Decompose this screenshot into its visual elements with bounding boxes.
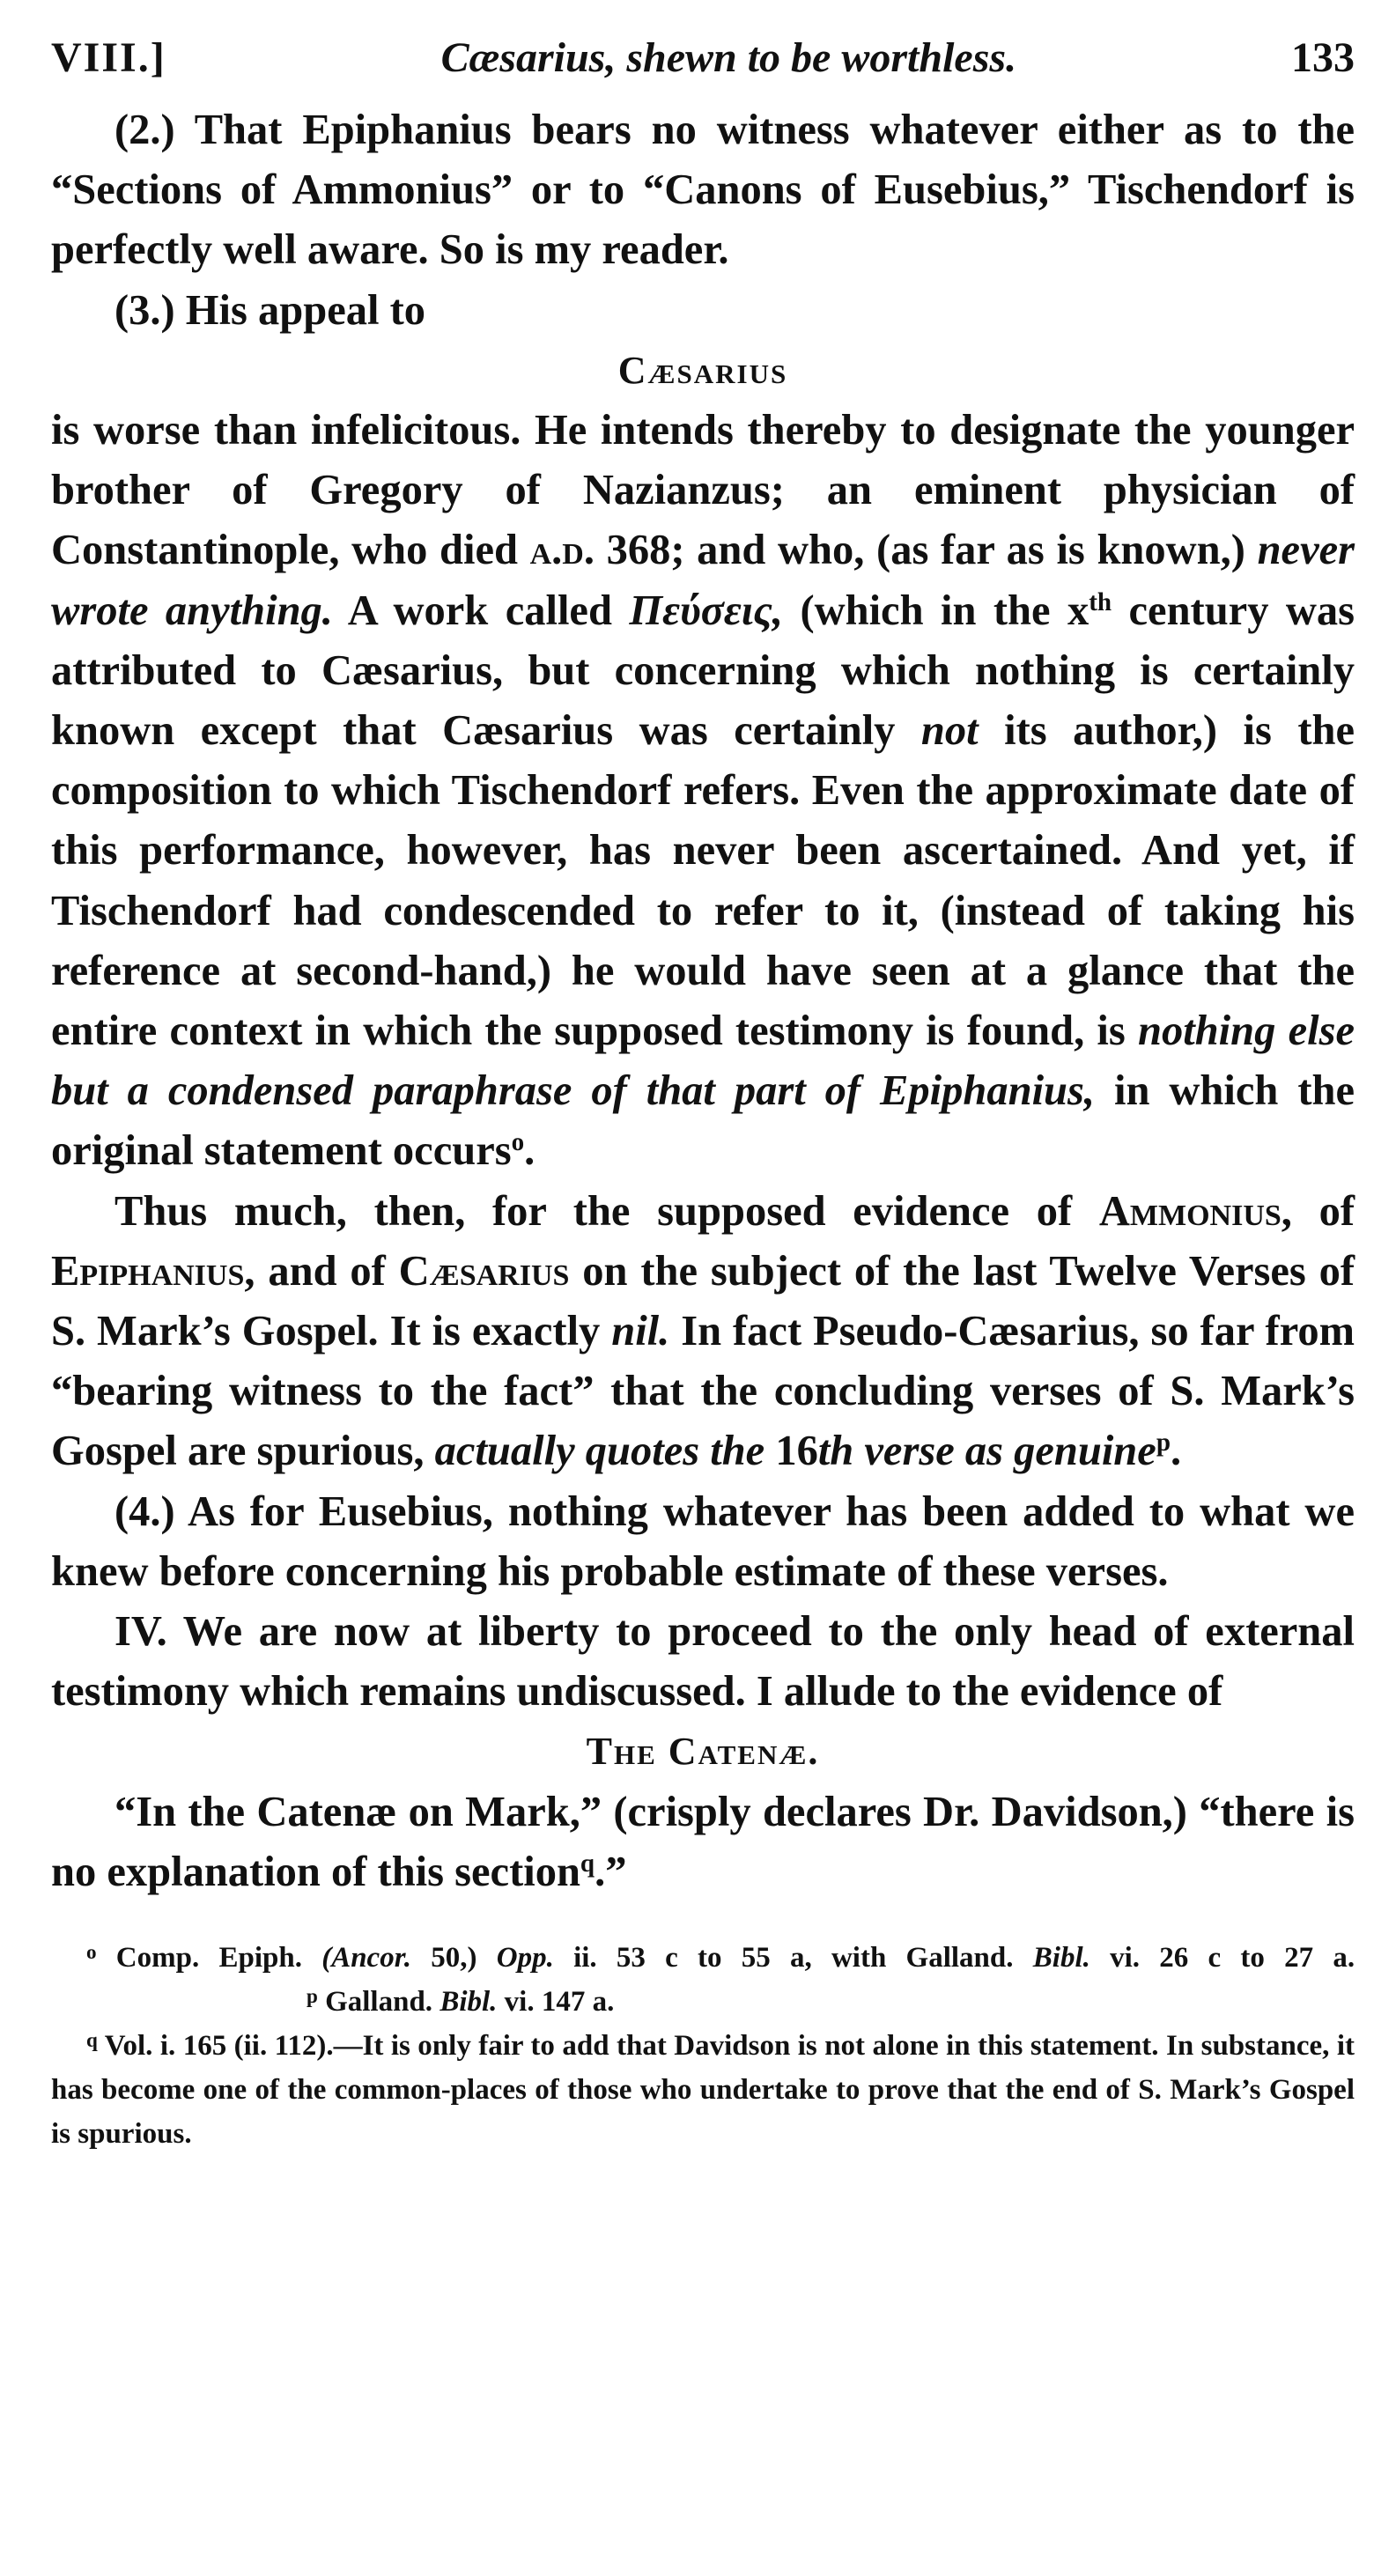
paragraph-catenae-intro: IV. We are now at liberty to proceed to the only head of external testimony which remains undiscussed. I allude to the evidence of <box>51 1608 1355 1716</box>
paragraph-thus-much: Thus much, then, for the supposed evidence of Ammonius, of Epiphanius, and of Cæsarius on the subject of the last Twelve Verses of S. Mark’s Gospel. It is exactly nil. In fact Pseudo-Cæsarius, so far from “bearing witness to the fact” that the concluding verses of S. Mark’s Gospel are spurious, actually quotes the 16th verse as genuine$^p$. <box>51 1187 1355 1475</box>
book-page <box>51 33 1355 2156</box>
heading-catenae: The Catenæ. <box>586 1730 820 1774</box>
paragraph-davidson: “In the Catenæ on Mark,” (crisply declares Dr. Davidson,) “there is no explanation of this section$^q$.” <box>51 1788 1355 1895</box>
footnote-p: $^p$ Galland. Bibl. vi. 147 a. <box>307 1983 615 2019</box>
footnote-ref-o: o <box>511 1128 525 1157</box>
footnote-o: $^o$ Comp. Epiph. (Ancor. 50,) Opp. ii. 53 c to 55 a, with Galland. Bibl. vi. 26 c to 27 a.$^p$ Galland. Bibl. vi. 147 a. <box>86 1939 1355 2019</box>
paragraph-caesarius: is worse than infelicitous. He intends thereby to designate the younger brother of Gregory of Nazianzus; an eminent physician of Constantinople, who died a.d. 368; and who, (as far as is known,) never wrote anything. A work called Πεύσεις, (which in the $x^{th}$ century was attributed to Cæsarius, but concerning which nothing is certainly known except that Cæsarius was certainly not its author,) is the composition to which Tischendorf refers. Even the approximate date of this performance, however, has never been ascertained. And yet, if Tischendorf had condescended to refer to it, (instead of taking his reference at second-hand,) he would have seen at a glance that the entire context in which the supposed testimony is found, is nothing else but a condensed paraphrase of that part of Epiphanius, in which the original statement occurs$^o$. <box>51 407 1355 1175</box>
footnote-q: $^q$ Vol. i. 165 (ii. 112).—It is only fair to add that Davidson is not alone in this statement. In substance, it has become one of the common-places of those who undertake to prove that the end of S. Mark’s Gospel is spurious. <box>51 2027 1355 2151</box>
body-text <box>51 100 1355 1902</box>
page-number: 133 <box>1290 34 1355 81</box>
section-number: VIII.] <box>51 34 166 81</box>
running-header <box>51 33 1355 93</box>
greek-title: Πεύσεις, <box>629 587 783 634</box>
footnotes <box>51 1936 1355 2156</box>
paragraph-epiphanius: (2.) That Epiphanius bears no witness whatever either as to the “Sections of Ammonius” or to “Canons of Eusebius,” Tischendorf is perfectly well aware. So is my reader. <box>51 107 1355 274</box>
era-abbreviation: a.d. <box>529 527 595 574</box>
footnote-ref-q: q <box>580 1849 595 1878</box>
running-title: Cæsarius, shewn to be worthless. <box>440 34 1017 81</box>
paragraph-eusebius: (4.) As for Eusebius, nothing whatever has been added to what we knew before concerning his probable estimate of these verses. <box>51 1487 1355 1595</box>
heading-caesarius: Cæsarius <box>617 348 788 392</box>
paragraph-appeal: (3.) His appeal to <box>114 286 425 334</box>
footnote-ref-p: p <box>1156 1428 1171 1458</box>
